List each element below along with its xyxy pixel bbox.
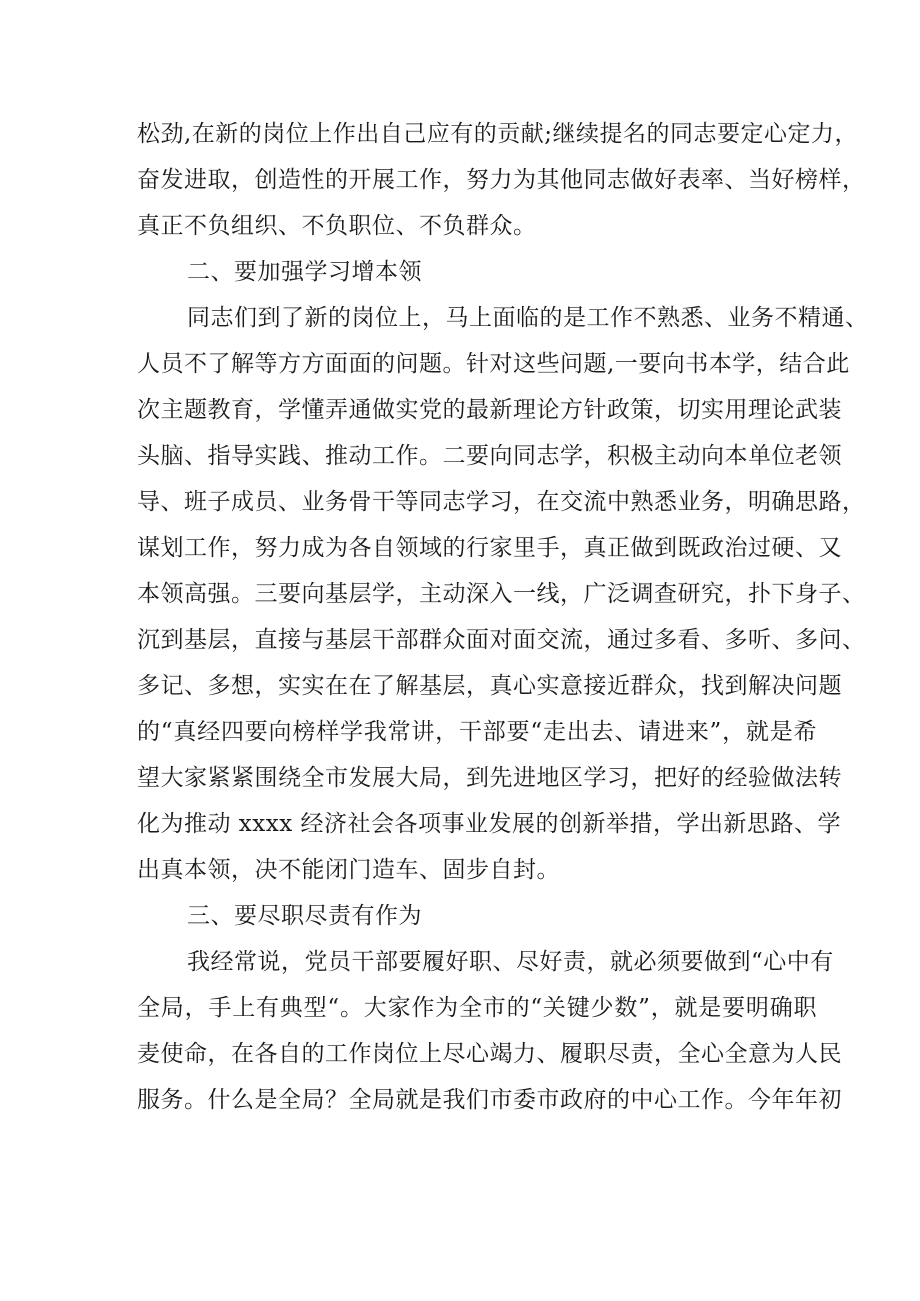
text-line: 本领高强。三要向基层学，主动深入一线，广泛调查研究，扑下身子、 bbox=[137, 581, 866, 607]
text-line: 次主题教育，学懂弄通做实党的最新理论方针政策，切实用理论武装 bbox=[137, 397, 842, 423]
text-line: 人员不了解等方方面面的问题。针对这些问题,一要向书本学，结合此 bbox=[137, 351, 850, 377]
text-line: 化为推动 xxxx 经济社会各项事业发展的创新举措，学出新思路、学 bbox=[137, 811, 842, 837]
text-line: 头脑、指导实践、推动工作。二要向同志学，积极主动向本单位老领 bbox=[137, 443, 842, 469]
text-line: 麦使命，在各自的工作岗位上尽心竭力、履职尽责，全心全意为人民 bbox=[137, 1041, 842, 1067]
text-line: 真正不负组织、不负职位、不负群众。 bbox=[137, 213, 537, 239]
text-line: 望大家紧紧围绕全市发展大局，到先进地区学习，把好的经验做法转 bbox=[137, 765, 842, 791]
text-line: 谋划工作，努力成为各自领域的行家里手，真正做到既政治过硬、又 bbox=[137, 535, 842, 561]
paragraph-first-line: 我经常说，党员干部要履好职、尽好责，就必须要做到“心中有 bbox=[187, 949, 834, 975]
paragraph-first-line: 同志们到了新的岗位上，马上面临的是工作不熟悉、业务不精通、 bbox=[187, 305, 869, 331]
section-heading: 二、要加强学习增本领 bbox=[187, 259, 422, 285]
text-line: 的“真经四要向榜样学我常讲，干部要“走出去、请进来”，就是希 bbox=[137, 719, 817, 745]
text-line: 服务。什么是全局？全局就是我们市委市政府的中心工作。今年年初 bbox=[137, 1087, 842, 1113]
text-line: 导、班子成员、业务骨干等同志学习，在交流中熟悉业务，明确思路， bbox=[137, 489, 866, 515]
text-line: 奋发进取，创造性的开展工作，努力为其他同志做好表率、当好榜样， bbox=[137, 167, 866, 193]
text-line: 出真本领，决不能闭门造车、固步自封。 bbox=[137, 857, 560, 883]
text-line: 全局，手上有典型“。大家作为全市的“关键少数”，就是要明确职 bbox=[137, 995, 817, 1021]
text-line: 多记、多想，实实在在了解基层，真心实意接近群众，找到解决问题 bbox=[137, 673, 842, 699]
text-line: 松劲,在新的岗位上作出自己应有的贡献;继续提名的同志要定心定力， bbox=[137, 121, 859, 147]
section-heading: 三、要尽职尽责有作为 bbox=[187, 903, 422, 929]
text-line: 沉到基层，直接与基层干部群众面对面交流，通过多看、多听、多问、 bbox=[137, 627, 866, 653]
